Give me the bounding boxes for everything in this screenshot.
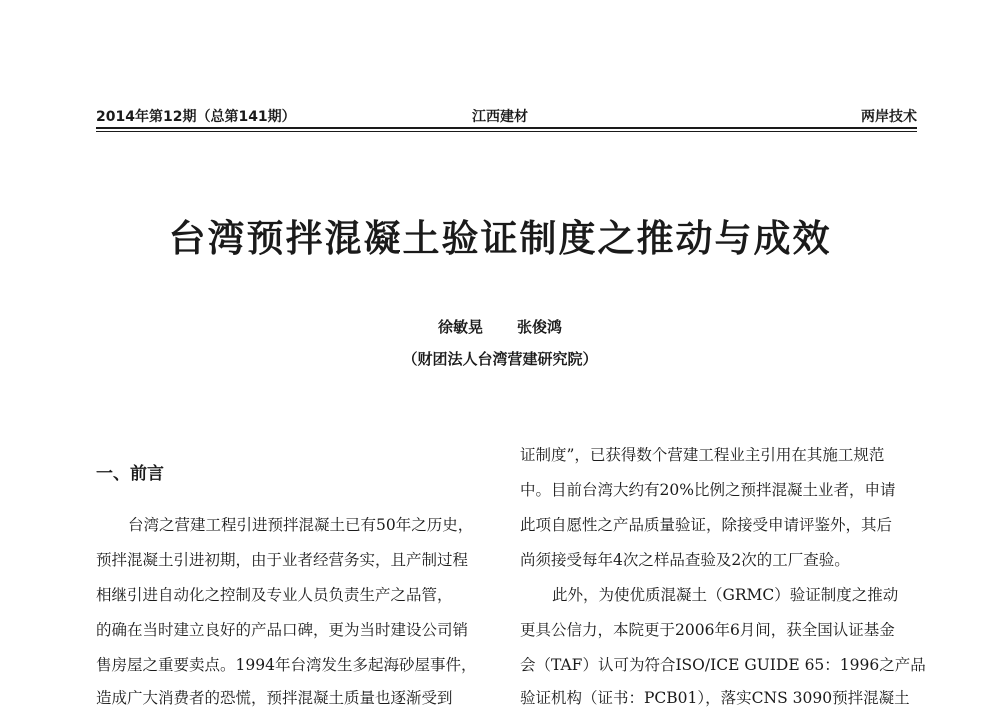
section-name: 两岸技术: [861, 109, 917, 125]
body-text-line: 的确在当时建立良好的产品口碑，更为当时建设公司销: [96, 621, 469, 639]
body-text-line: 此外，为使优质混凝土（GRMC）验证制度之推动: [552, 586, 899, 604]
journal-name: 江西建材: [472, 109, 528, 125]
body-text-line: 台湾之营建工程引进预拌混凝土已有50年之历史，: [128, 516, 474, 534]
body-text-line: 造成广大消费者的恐慌，预拌混凝土质量也逐渐受到: [96, 689, 453, 707]
body-text-line: 验证机构（证书：PCB01），落实CNS 3090预拌混凝土: [520, 689, 910, 707]
header-rule-thin: [96, 131, 917, 132]
body-text-line: 此项自愿性之产品质量验证，除接受申请评鉴外，其后: [520, 516, 893, 534]
author-name: 徐敏晃: [437, 318, 483, 336]
body-text-line: 中。目前台湾大约有20%比例之预拌混凝土业者，申请: [520, 481, 896, 499]
header-rule-thick: [96, 127, 917, 129]
affiliation: （财团法人台湾营建研究院）: [402, 350, 598, 368]
author-list: [0, 316, 1000, 337]
issue-info: 2014年第12期（总第141期）: [96, 109, 296, 125]
body-text-line: 更具公信力，本院更于2006年6月间，获全国认证基金: [520, 621, 895, 639]
author-name: 张俊鸿: [517, 318, 563, 336]
body-text-line: 相继引进自动化之控制及专业人员负责生产之品管，: [96, 586, 453, 604]
running-header: [96, 106, 917, 128]
body-text-line: 预拌混凝土引进初期，由于业者经营务实，且产制过程: [96, 551, 469, 569]
body-text-line: 证制度”，已获得数个营建工程业主引用在其施工规范: [520, 446, 885, 464]
section-heading: 一、前言: [96, 464, 164, 484]
body-text-line: 尚须接受每年4次之样品查验及2次的工厂查验。: [520, 551, 850, 569]
body-text-line: 售房屋之重要卖点。1994年台湾发生多起海砂屋事件，: [96, 656, 477, 674]
body-text-line: 会（TAF）认可为符合ISO/ICE GUIDE 65：1996之产品: [520, 656, 926, 674]
article-title: 台湾预拌混凝土验证制度之推动与成效: [168, 217, 832, 260]
